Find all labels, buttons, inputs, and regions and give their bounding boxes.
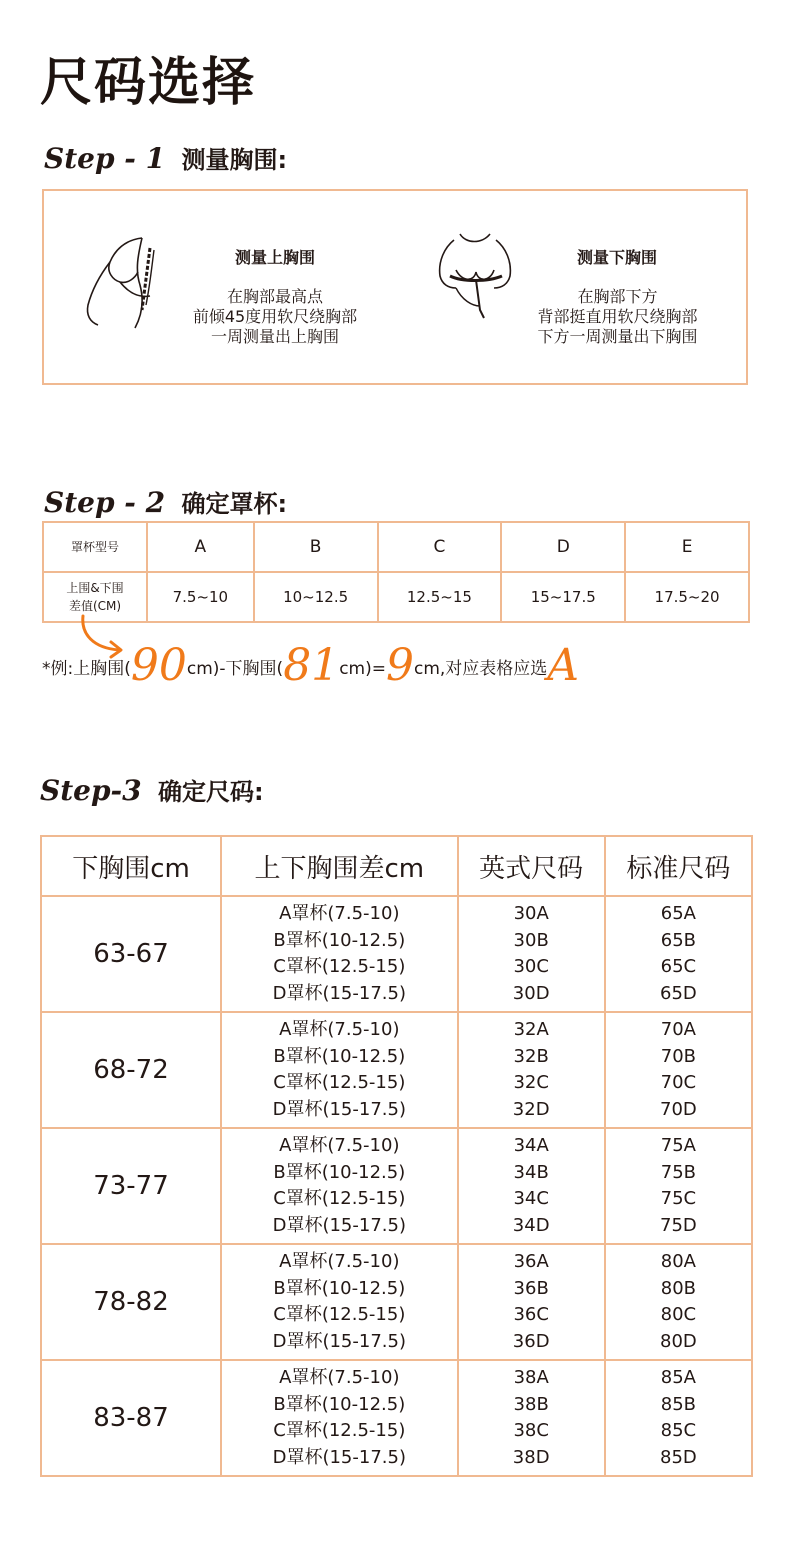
- cup-range: C罩杯(12.5-15): [273, 956, 406, 977]
- cup-range: A罩杯(7.5-10): [279, 1019, 400, 1040]
- range-c: 12.5~15: [378, 572, 502, 622]
- uk-size: 34C: [513, 1188, 549, 1209]
- standard-size: 65C: [660, 956, 697, 977]
- standard-size: 75C: [660, 1188, 697, 1209]
- cup-range: D罩杯(15-17.5): [272, 982, 406, 1004]
- range-b: 10~12.5: [254, 572, 378, 622]
- header-underbust: 下胸围cm: [41, 836, 221, 896]
- uk-size: 32C: [513, 1072, 549, 1093]
- standard-size: 85B: [660, 1393, 697, 1415]
- step1-prefix: Step - 1: [44, 142, 166, 175]
- cup-range: A罩杯(7.5-10): [279, 1367, 400, 1388]
- cup-range: A罩杯(7.5-10): [279, 903, 400, 924]
- table-row: [41, 1012, 752, 1128]
- cup-range: C罩杯(12.5-15): [273, 1072, 406, 1093]
- standard-size-cell: [605, 1360, 752, 1476]
- uk-size-cell: [458, 1360, 605, 1476]
- step2-prefix: Step - 2: [44, 486, 166, 519]
- header-standard-size: 标准尺码: [605, 836, 752, 896]
- example-line: [42, 640, 579, 696]
- standard-size: 70D: [660, 1098, 697, 1120]
- cup-range: D罩杯(15-17.5): [272, 1098, 406, 1120]
- underbust-range: 78-82: [41, 1244, 221, 1360]
- cup-range: B罩杯(10-12.5): [273, 1277, 406, 1299]
- cup-row: [43, 522, 749, 572]
- underbust-range: 68-72: [41, 1012, 221, 1128]
- uk-size: 34B: [513, 1161, 549, 1183]
- example-prefix: *例:上胸围(: [42, 659, 131, 679]
- cup-range: D罩杯(15-17.5): [272, 1446, 406, 1468]
- cup-type-label: 罩杯型号: [43, 522, 147, 572]
- underbust-range: 73-77: [41, 1128, 221, 1244]
- standard-size: 65A: [660, 903, 696, 924]
- cup-range: D罩杯(15-17.5): [272, 1330, 406, 1352]
- cup-e: E: [625, 522, 749, 572]
- cup-range-cell: [221, 1012, 458, 1128]
- cup-range: D罩杯(15-17.5): [272, 1214, 406, 1236]
- uk-size: 34D: [512, 1214, 550, 1236]
- uk-size: 36D: [512, 1330, 550, 1352]
- difference-label-line2: 差值(CM): [68, 599, 122, 613]
- standard-size: 70A: [660, 1019, 696, 1040]
- size-table: [40, 835, 753, 1477]
- example-suffix: cm,对应表格应选: [413, 659, 548, 679]
- standard-size: 70B: [660, 1045, 697, 1067]
- uk-size: 32D: [512, 1098, 550, 1120]
- standard-size: 80A: [660, 1251, 696, 1272]
- table-row: [41, 1244, 752, 1360]
- table-row: [41, 1128, 752, 1244]
- page-title: 尺码选择: [40, 53, 257, 113]
- standard-size: 85C: [660, 1420, 697, 1441]
- uk-size: 38C: [513, 1420, 549, 1441]
- uk-size: 38B: [513, 1393, 549, 1415]
- example-mid1: cm)-下胸围(: [186, 659, 284, 679]
- upper-line-1: 在胸部最高点: [226, 287, 323, 306]
- standard-size: 85D: [660, 1446, 697, 1468]
- uk-size: 34A: [513, 1135, 549, 1156]
- cup-a: A: [147, 522, 254, 572]
- standard-size: 75A: [660, 1135, 696, 1156]
- step2-label: 确定罩杯:: [181, 490, 288, 518]
- standard-size-cell: [605, 896, 752, 1012]
- step3-heading: [40, 772, 264, 807]
- range-a: 7.5~10: [147, 572, 254, 622]
- cup-table: [42, 521, 750, 623]
- size-header-row: [41, 836, 752, 896]
- uk-size: 32B: [513, 1045, 549, 1067]
- standard-size: 80C: [660, 1304, 697, 1325]
- cup-range: C罩杯(12.5-15): [273, 1188, 406, 1209]
- example-upper-value: 90: [130, 640, 187, 691]
- example-diff-value: 9: [385, 640, 414, 691]
- cup-range: C罩杯(12.5-15): [273, 1420, 406, 1441]
- underbust-range: 63-67: [41, 896, 221, 1012]
- step1-heading: [44, 140, 287, 175]
- table-row: [41, 1360, 752, 1476]
- uk-size: 30C: [513, 956, 549, 977]
- uk-size: 36A: [513, 1251, 549, 1272]
- under-line-2: 背部挺直用软尺绕胸部: [537, 307, 698, 326]
- range-e: 17.5~20: [625, 572, 749, 622]
- cup-c: C: [378, 522, 502, 572]
- cup-range-cell: [221, 1128, 458, 1244]
- cup-range: C罩杯(12.5-15): [273, 1304, 406, 1325]
- under-bust-instructions: [505, 287, 730, 347]
- step2-heading: [44, 484, 287, 519]
- standard-size-cell: [605, 1244, 752, 1360]
- standard-size: 65D: [660, 982, 697, 1004]
- upper-line-2: 前倾45度用软尺绕胸部: [192, 307, 358, 326]
- uk-size: 38A: [513, 1367, 549, 1388]
- uk-size-cell: [458, 1012, 605, 1128]
- uk-size-cell: [458, 1128, 605, 1244]
- standard-size: 70C: [660, 1072, 697, 1093]
- upper-bust-instructions: [160, 287, 390, 347]
- under-line-3: 下方一周测量出下胸围: [537, 327, 698, 346]
- cup-range: A罩杯(7.5-10): [279, 1135, 400, 1156]
- standard-size: 80B: [660, 1277, 697, 1299]
- upper-bust-measure-illustration: [80, 230, 170, 330]
- example-result: A: [547, 640, 580, 691]
- range-d: 15~17.5: [501, 572, 625, 622]
- under-line-1: 在胸部下方: [577, 287, 658, 306]
- standard-size: 65B: [660, 929, 697, 951]
- header-uk-size: 英式尺码: [458, 836, 605, 896]
- uk-size: 38D: [512, 1446, 550, 1468]
- underbust-range: 83-87: [41, 1360, 221, 1476]
- cup-range-cell: [221, 896, 458, 1012]
- standard-size-cell: [605, 1128, 752, 1244]
- cup-b: B: [254, 522, 378, 572]
- table-row: [41, 896, 752, 1012]
- difference-label-line1: 上围&下围: [66, 581, 124, 595]
- standard-size: 75B: [660, 1161, 697, 1183]
- upper-line-3: 一周测量出上胸围: [210, 327, 339, 346]
- uk-size: 30B: [513, 929, 549, 951]
- standard-size: 80D: [660, 1330, 697, 1352]
- uk-size-cell: [458, 896, 605, 1012]
- uk-size: 30D: [512, 982, 550, 1004]
- cup-range-cell: [221, 1244, 458, 1360]
- standard-size: 75D: [660, 1214, 697, 1236]
- standard-size-cell: [605, 1012, 752, 1128]
- upper-bust-heading: 测量上胸围: [234, 248, 315, 267]
- cup-range: B罩杯(10-12.5): [273, 929, 406, 951]
- cup-range: B罩杯(10-12.5): [273, 1045, 406, 1067]
- uk-size-cell: [458, 1244, 605, 1360]
- cup-range: B罩杯(10-12.5): [273, 1393, 406, 1415]
- step3-prefix: Step-3: [40, 774, 142, 807]
- uk-size: 32A: [513, 1019, 549, 1040]
- under-bust-heading: 测量下胸围: [576, 248, 657, 267]
- cup-range-cell: [221, 1360, 458, 1476]
- uk-size: 36B: [513, 1277, 549, 1299]
- step1-label: 测量胸围:: [181, 146, 288, 174]
- uk-size: 36C: [513, 1304, 549, 1325]
- step3-label: 确定尺码:: [158, 778, 264, 806]
- uk-size: 30A: [513, 903, 549, 924]
- range-row: [43, 572, 749, 622]
- cup-range: A罩杯(7.5-10): [279, 1251, 400, 1272]
- cup-d: D: [501, 522, 625, 572]
- header-difference: 上下胸围差cm: [221, 836, 458, 896]
- example-lower-value: 81: [283, 640, 340, 691]
- standard-size: 85A: [660, 1367, 696, 1388]
- cup-range: B罩杯(10-12.5): [273, 1161, 406, 1183]
- example-mid2: cm)=: [339, 659, 386, 679]
